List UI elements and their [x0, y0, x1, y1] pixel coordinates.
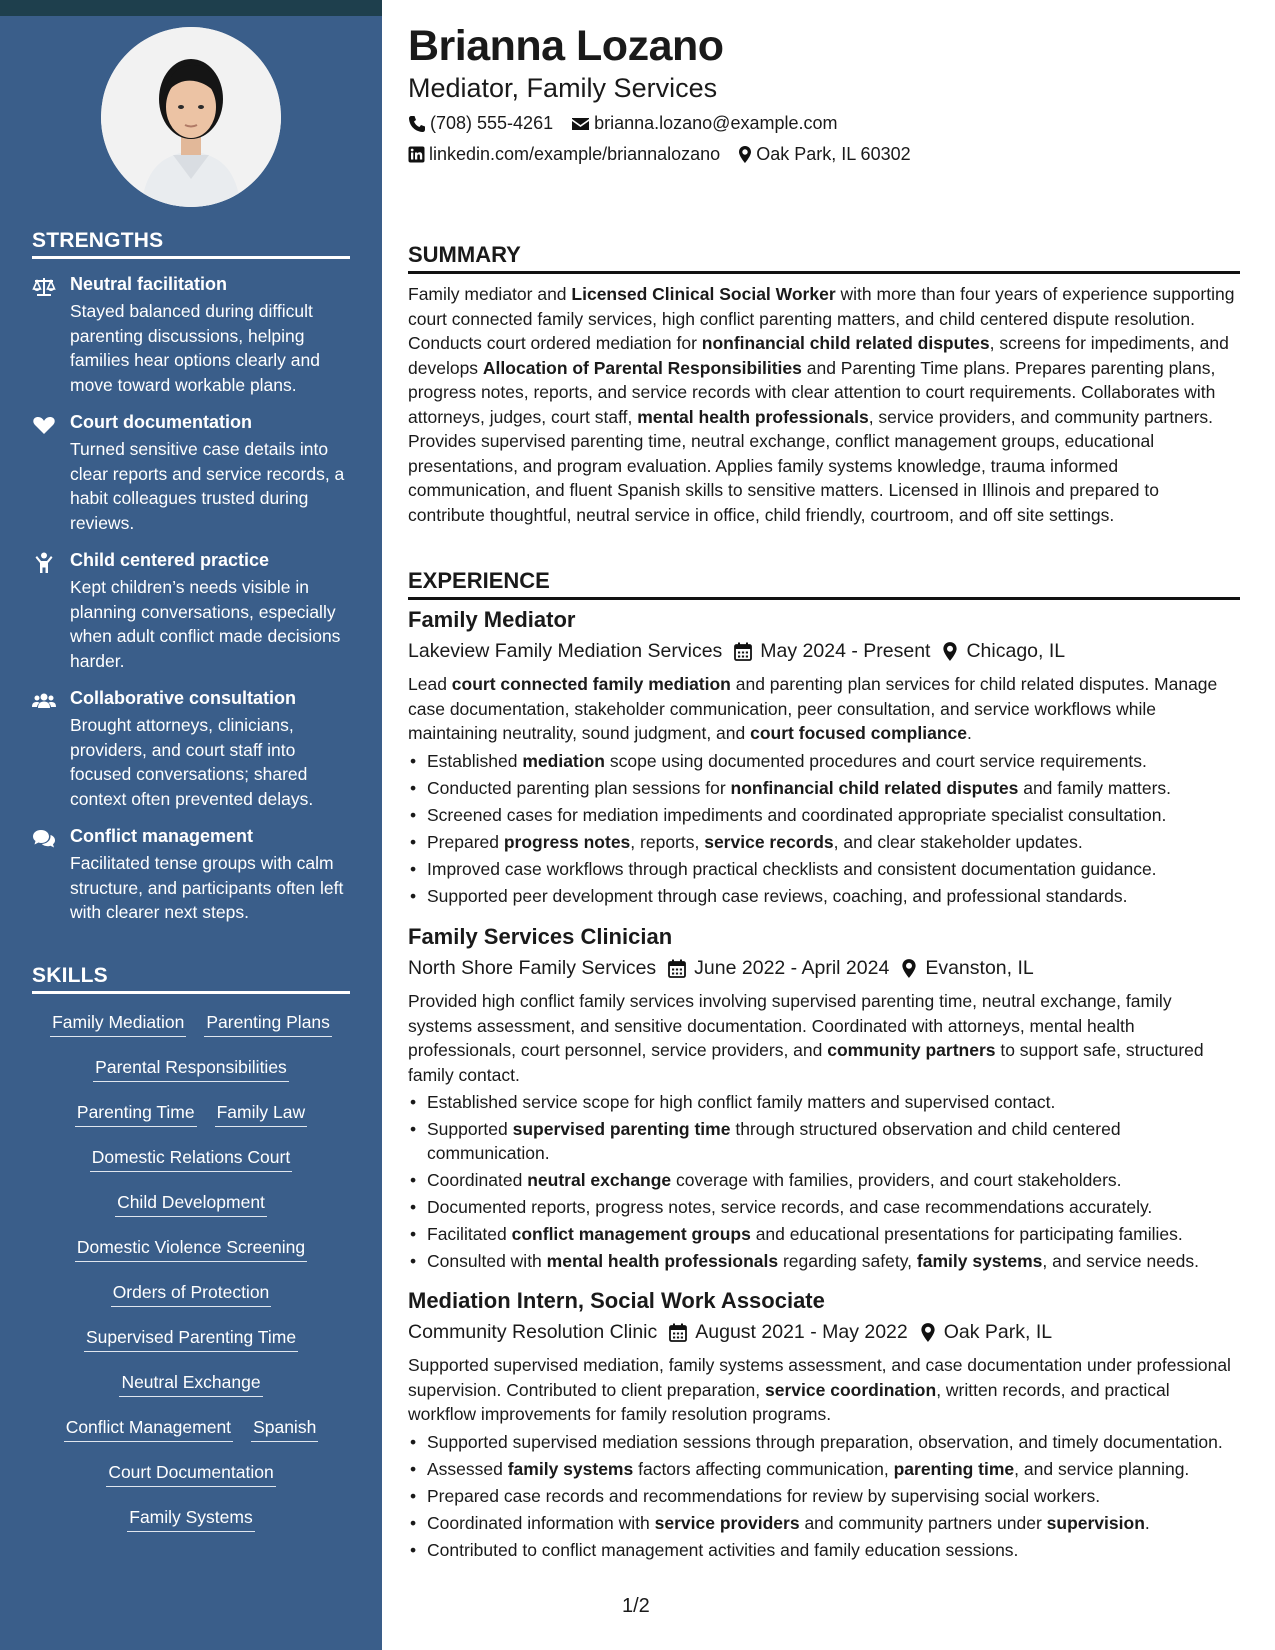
text-run: , written records, and practical workflow improvements for family resolution programs.	[408, 1379, 1170, 1424]
text-run: and Parenting Time plans. Prepares parenting plans, progress notes, reports, and service records with clear attention to court requirements. Collaborates with attorneys, judges, court staff,	[408, 357, 1216, 427]
location-text: Oak Park, IL 60302	[756, 144, 911, 164]
text-run: Conducted parenting plan sessions for	[427, 777, 731, 798]
bold-text: conflict management groups	[511, 1224, 751, 1244]
linkedin-icon	[408, 146, 425, 163]
contact-linkedin[interactable]	[408, 144, 720, 165]
skill-row	[32, 1145, 350, 1190]
candidate-title: Mediator, Family Services	[408, 73, 718, 103]
company-name	[408, 953, 656, 983]
text-run: , reports,	[630, 831, 705, 852]
skill-tag: Family Systems	[127, 1505, 254, 1532]
text-run: , screens for impediments, and develops	[408, 333, 1229, 378]
job-entry	[408, 605, 1240, 908]
bold-text: neutral exchange	[527, 1170, 672, 1190]
bullet-item	[408, 1457, 1240, 1481]
location-text: Chicago, IL	[966, 640, 1066, 662]
bold-text: community partners	[827, 1040, 996, 1060]
contact-row	[408, 144, 929, 165]
company-text: North Shore Family Services	[408, 957, 657, 979]
skill-row	[32, 1370, 350, 1415]
map-pin-icon	[901, 958, 917, 979]
skill-row	[32, 1325, 350, 1370]
map-pin-icon	[942, 641, 958, 662]
text-run: Documented reports, progress notes, service records, and case recommendations accurately.	[427, 1197, 1153, 1217]
sidebar-top-bar	[0, 0, 382, 16]
job-bullets	[408, 1090, 1240, 1273]
strength-title: Conflict management	[70, 826, 254, 846]
skill-tag: Parenting Time	[75, 1100, 197, 1127]
bold-text: court connected family mediation	[451, 674, 731, 694]
linkedin-link[interactable]: linkedin.com/example/briannalozano	[429, 144, 721, 164]
bullet-item	[408, 1430, 1240, 1454]
comments-icon	[32, 828, 56, 850]
text-run: factors affecting communication,	[633, 1458, 894, 1479]
job-dates	[668, 953, 889, 983]
calendar-icon	[734, 642, 752, 661]
job-bullets	[408, 1430, 1240, 1562]
strength-item	[32, 688, 352, 808]
company-text: Lakeview Family Mediation Services	[408, 640, 723, 662]
text-run: Improved case workflows through practical checklists and consistent documentation guidance.	[427, 858, 1157, 879]
bullet-item	[408, 884, 1240, 908]
job-dates	[669, 1317, 907, 1347]
strength-title: Court documentation	[70, 412, 252, 432]
summary-text	[408, 282, 1240, 527]
text-run: .	[966, 723, 972, 743]
bullet-item	[408, 749, 1240, 773]
strength-item	[32, 412, 352, 532]
phone-text: (708) 555-4261	[430, 113, 554, 133]
job-description	[408, 989, 1240, 1087]
bullet-item	[408, 1195, 1240, 1219]
bold-text: service coordination	[765, 1379, 937, 1400]
company-name	[408, 636, 722, 666]
heart-icon	[32, 414, 56, 436]
skill-row	[32, 1190, 350, 1235]
job-meta	[408, 636, 1240, 666]
calendar-icon	[668, 959, 686, 978]
strength-description: Turned sensitive case details into clear reports and service records, a habit colleagues trusted during reviews.	[70, 439, 345, 533]
dates-text: August 2021 - May 2022	[695, 1321, 908, 1343]
users-icon	[32, 690, 56, 712]
skill-tag: Parenting Plans	[204, 1010, 332, 1037]
strength-title: Collaborative consultation	[70, 688, 297, 708]
bold-text: Allocation of Parental Responsibilities	[482, 357, 802, 378]
text-run: , service providers, and community partners. Provides supervised parenting time, neutral exchange, conflict management groups, educational presentations, and program evaluation. Applies family systems knowledge, trauma informed communication, and fluent Spanish skills to sensitive matters. Licensed in Illinois and prepared to contribute thoughtful, neutral service in office, child friendly, courtroom, and off site settings.	[408, 406, 1214, 525]
text-run: , and clear stakeholder updates.	[833, 831, 1083, 852]
experience-heading: EXPERIENCE	[408, 568, 1240, 600]
strength-title: Neutral facilitation	[70, 274, 228, 294]
skill-tag: Supervised Parenting Time	[84, 1325, 298, 1352]
job-entry	[408, 922, 1240, 1273]
job-title: Mediation Intern, Social Work Associate	[408, 1288, 825, 1313]
skill-row	[32, 1055, 350, 1100]
bold-text: parenting time	[893, 1458, 1015, 1479]
job-title: Family Services Clinician	[408, 924, 673, 949]
job-location	[942, 636, 1065, 666]
bold-text: supervised parenting time	[512, 1119, 731, 1139]
text-run: and educational presentations for participating families.	[750, 1224, 1183, 1244]
skill-row	[32, 1505, 350, 1550]
skills-heading: SKILLS	[32, 964, 350, 994]
bullet-item	[408, 1090, 1240, 1114]
bold-text: service records	[704, 831, 834, 852]
job-meta	[408, 953, 1240, 983]
profile-photo	[101, 27, 281, 207]
strength-description: Kept children’s needs visible in planning conversations, especially when adult conflict made decisions harder.	[70, 577, 341, 671]
text-run: Supported supervised mediation sessions through preparation, observation, and timely documentation.	[427, 1431, 1223, 1452]
contact-location	[738, 144, 910, 165]
text-run: Consulted with	[427, 1251, 547, 1271]
text-run: with more than four years of experience supporting court connected family services, high conflict parenting matters, and child centered dispute resolution. Conducts court ordered mediation for	[408, 284, 1235, 353]
strength-item	[32, 274, 352, 394]
summary-heading: SUMMARY	[408, 242, 1240, 274]
bold-text: supervision	[1046, 1512, 1145, 1533]
text-run: Facilitated	[427, 1224, 512, 1244]
location-text: Oak Park, IL	[943, 1321, 1053, 1343]
skill-tag: Spanish	[251, 1415, 318, 1442]
text-run: Prepared	[427, 831, 504, 852]
company-text: Community Resolution Clinic	[408, 1321, 658, 1343]
skill-tag: Orders of Protection	[111, 1280, 272, 1307]
skill-row	[32, 1100, 350, 1145]
skill-tag: Neutral Exchange	[119, 1370, 262, 1397]
job-entry	[408, 1286, 1240, 1562]
text-run: scope using documented procedures and court service requirements.	[605, 750, 1147, 771]
bullet-item	[408, 1117, 1240, 1165]
text-run: and family matters.	[1018, 777, 1172, 798]
bold-text: service providers	[654, 1512, 800, 1533]
bold-text: nonfinancial child related disputes	[701, 333, 990, 353]
job-location	[920, 1317, 1052, 1347]
sidebar	[0, 0, 382, 1650]
strength-description: Brought attorneys, clinicians, providers, and court staff into focused conversations; shared context often prevented delays.	[70, 715, 314, 809]
scale-icon	[32, 276, 56, 298]
dates-text: June 2022 - April 2024	[694, 957, 890, 979]
strength-item	[32, 826, 352, 926]
skill-tag: Family Mediation	[50, 1010, 186, 1037]
bold-text: mental health professionals	[546, 1251, 779, 1271]
text-run: to support safe, structured family contact.	[408, 1040, 1204, 1085]
text-run: and community partners under	[799, 1512, 1047, 1533]
bullet-item	[408, 1538, 1240, 1562]
job-description	[408, 672, 1240, 746]
envelope-icon	[571, 116, 590, 132]
text-run: Established service scope for high conflict family matters and supervised contact.	[427, 1092, 1056, 1112]
bullet-item	[408, 1511, 1240, 1535]
job-description	[408, 1353, 1240, 1427]
skill-row	[32, 1280, 350, 1325]
email-link[interactable]: brianna.lozano@example.com	[594, 113, 838, 133]
text-run: Lead	[408, 674, 452, 694]
contact-phone	[408, 113, 553, 134]
bullet-item	[408, 1484, 1240, 1508]
text-run: and parenting plan services for child related disputes. Manage case documentation, stakeholder communication, peer consultation, and service workflows while maintaining neutrality, sound judgment, and	[408, 674, 1218, 743]
text-run: Family mediator and	[408, 284, 572, 304]
portrait-illustration	[101, 27, 281, 207]
text-run: through structured observation and child centered communication.	[427, 1119, 1121, 1163]
bullet-item	[408, 776, 1240, 800]
skills-list	[32, 1010, 350, 1550]
bullet-item	[408, 803, 1240, 827]
bullet-item	[408, 830, 1240, 854]
skill-row	[32, 1415, 350, 1460]
job-bullets	[408, 749, 1240, 908]
candidate-name: Brianna Lozano	[408, 22, 724, 70]
job-title: Family Mediator	[408, 607, 576, 632]
text-run: Assessed	[427, 1458, 508, 1479]
contact-email[interactable]	[571, 113, 837, 134]
strength-item	[32, 550, 352, 670]
text-run: , and service needs.	[1042, 1251, 1200, 1271]
text-run: regarding safety,	[778, 1251, 917, 1271]
bold-text: mediation	[522, 750, 605, 771]
text-run: Screened cases for mediation impediments and coordinated appropriate specialist consultation.	[427, 804, 1167, 825]
skill-row	[32, 1235, 350, 1280]
bold-text: Licensed Clinical Social Worker	[571, 284, 836, 304]
child-icon	[32, 552, 56, 574]
skill-tag: Domestic Relations Court	[90, 1145, 292, 1172]
strength-title: Child centered practice	[70, 550, 270, 570]
contact-row	[408, 113, 856, 134]
text-run: .	[1144, 1512, 1150, 1533]
bold-text: mental health professionals	[637, 406, 869, 427]
text-run: coverage with families, providers, and court stakeholders.	[671, 1170, 1122, 1190]
dates-text: May 2024 - Present	[760, 640, 931, 662]
strength-description: Stayed balanced during difficult parenting discussions, helping families hear options clearly and move toward workable plans.	[70, 301, 320, 395]
text-run: Coordinated	[427, 1170, 528, 1190]
bullet-item	[408, 1222, 1240, 1246]
bold-text: family systems	[916, 1251, 1043, 1271]
location-text: Evanston, IL	[925, 957, 1034, 979]
text-run: Contributed to conflict management activities and family education sessions.	[427, 1539, 1019, 1560]
bullet-item	[408, 1168, 1240, 1192]
bold-text: progress notes	[503, 831, 631, 852]
skill-tag: Conflict Management	[64, 1415, 233, 1442]
text-run: Supported peer development through case reviews, coaching, and professional standards.	[427, 885, 1128, 906]
page-number: 1/2	[622, 1595, 650, 1617]
phone-icon	[408, 115, 426, 133]
skill-tag: Parental Responsibilities	[93, 1055, 289, 1082]
skill-tag: Family Law	[215, 1100, 308, 1127]
skill-tag: Child Development	[115, 1190, 267, 1217]
skill-row	[32, 1460, 350, 1505]
skill-row	[32, 1010, 350, 1055]
text-run: Coordinated information with	[427, 1512, 655, 1533]
text-run: Established	[427, 750, 523, 771]
text-run: Provided high conflict family services involving supervised parenting time, neutral exchange, family systems assessment, and sensitive documentation. Coordinated with attorneys, mental health professionals, court personnel, service providers, and	[408, 991, 1172, 1060]
company-name	[408, 1317, 657, 1347]
bold-text: court focused compliance	[750, 723, 967, 743]
strength-description: Facilitated tense groups with calm structure, and participants often left with clearer next steps.	[70, 853, 344, 922]
text-run: , and service planning.	[1014, 1458, 1190, 1479]
bullet-item	[408, 1249, 1240, 1273]
calendar-icon	[669, 1323, 687, 1342]
strengths-heading: STRENGTHS	[32, 229, 350, 259]
map-pin-icon	[738, 145, 752, 164]
text-run: Supported supervised mediation, family systems assessment, and case documentation under professional supervision. Contributed to client preparation,	[408, 1355, 1231, 1400]
job-dates	[734, 636, 930, 666]
skill-tag: Domestic Violence Screening	[75, 1235, 307, 1262]
job-location	[901, 953, 1033, 983]
skill-tag: Court Documentation	[106, 1460, 275, 1487]
bold-text: nonfinancial child related disputes	[730, 777, 1019, 798]
text-run: Prepared case records and recommendations for review by supervising social workers.	[427, 1485, 1101, 1506]
text-run: Supported	[427, 1119, 513, 1139]
job-meta	[408, 1317, 1240, 1347]
bold-text: family systems	[507, 1458, 634, 1479]
map-pin-icon	[920, 1322, 936, 1343]
bullet-item	[408, 857, 1240, 881]
